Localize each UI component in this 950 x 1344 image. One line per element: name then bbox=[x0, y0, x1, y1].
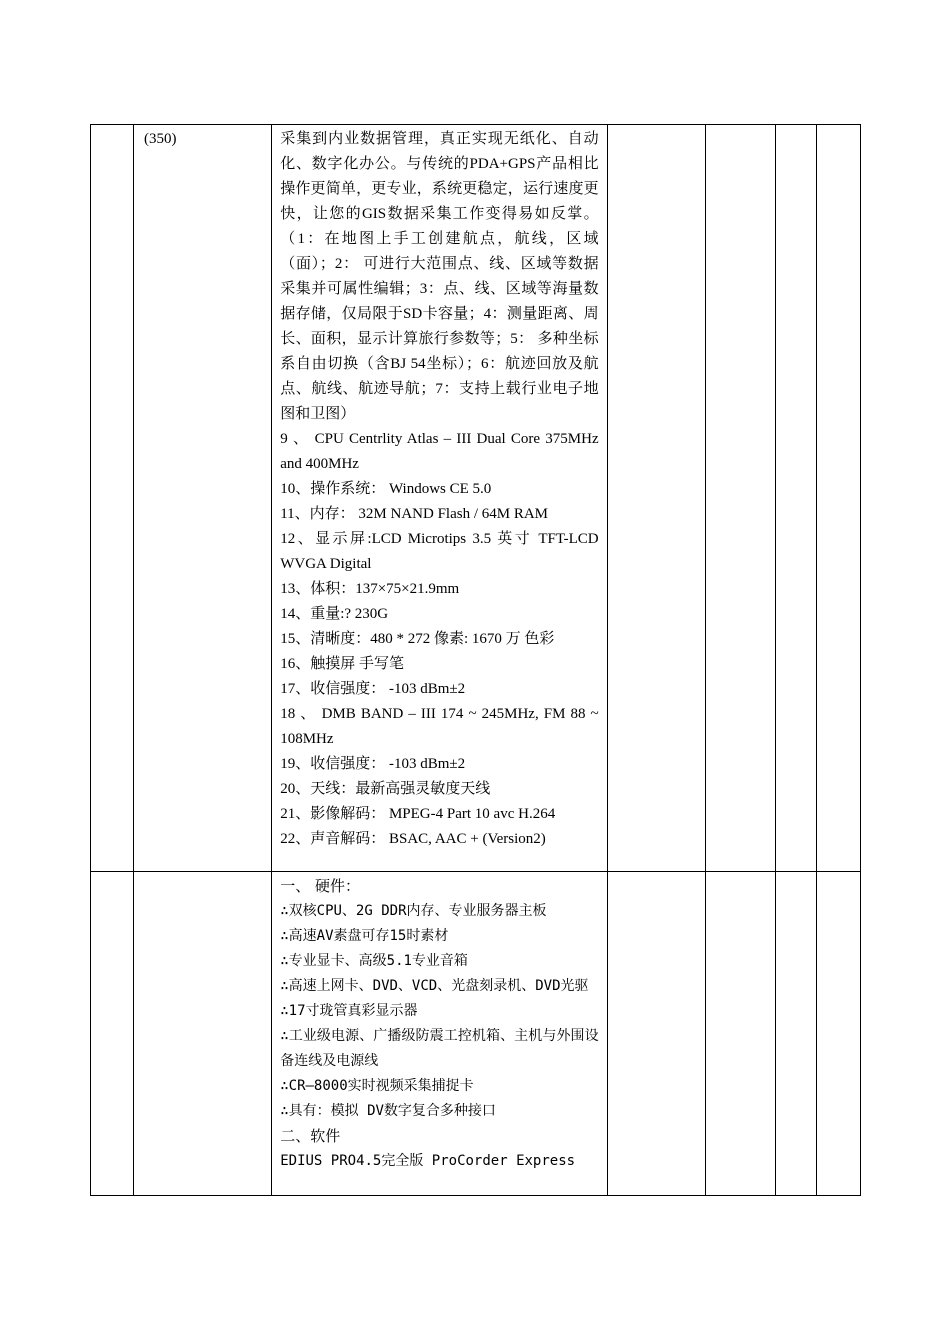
empty-cell bbox=[705, 125, 775, 872]
spec-table bbox=[90, 124, 861, 1196]
spec-line: ∴专业显卡、高级5.1专业音箱 bbox=[280, 953, 468, 969]
item-quantity: (350) bbox=[144, 131, 177, 147]
table-row bbox=[91, 125, 861, 872]
name-cell bbox=[134, 125, 272, 872]
spec-line: 22、声音解码： BSAC, AAC + (Version2) bbox=[280, 831, 546, 847]
spec-line: ∴双核CPU、2G DDR内存、专业服务器主板 bbox=[280, 903, 547, 919]
empty-cell bbox=[775, 125, 816, 872]
spec-line: ∴CR—8000实时视频采集捕捉卡 bbox=[280, 1078, 474, 1094]
spec-line: 9 、 CPU Centrlity Atlas – III Dual Core 375MHz and 400MHz bbox=[280, 431, 599, 472]
spec-text-block bbox=[272, 872, 606, 1174]
spec-line: ∴17寸珑管真彩显示器 bbox=[280, 1003, 418, 1019]
empty-cell bbox=[705, 872, 775, 1196]
spec-line: ∴高速上网卡、DVD、VCD、光盘刻录机、DVD光驱 bbox=[280, 978, 589, 994]
spec-line: 11、内存： 32M NAND Flash / 64M RAM bbox=[280, 506, 549, 522]
empty-cell bbox=[816, 125, 860, 872]
spec-line: ∴具有：模拟 DV数字复合多种接口 bbox=[280, 1103, 496, 1119]
empty-cell bbox=[816, 872, 860, 1196]
empty-cell bbox=[607, 125, 705, 872]
spec-line: 18 、 DMB BAND – III 174 ~ 245MHz, FM 88 ~ 108MHz bbox=[280, 706, 599, 747]
spec-line: 19、收信强度： -103 dBm±2 bbox=[280, 756, 466, 772]
spec-line: ∴工业级电源、广播级防震工控机箱、主机与外围设备连线及电源线 bbox=[280, 1028, 599, 1069]
spec-line: 13、体积：137×75×21.9mm bbox=[280, 581, 460, 597]
spec-heading: 一、 硬件： bbox=[280, 877, 360, 895]
spec-line: 14、重量:? 230G bbox=[280, 606, 389, 622]
spec-text-block bbox=[272, 125, 606, 852]
empty-cell bbox=[775, 872, 816, 1196]
table-row bbox=[91, 872, 861, 1196]
spec-line: 15、清晰度：480 * 272 像素: 1670 万 色彩 bbox=[280, 631, 555, 647]
spec-line: 10、操作系统： Windows CE 5.0 bbox=[280, 481, 492, 497]
spec-paragraph: 采集到内业数据管理，真正实现无纸化、自动化、数字化办公。与传统的PDA+GPS产品相比操作更简单，更专业，系统更稳定，运行速度更快，让您的GIS数据采集工作变得易如反掌。（1：在地图上手工创建航点，航线，区域（面）；2： 可进行大范围点、线、区域等数据采集并可属性编辑；3：点、线、区域等海量数据存储，仅局限于SD卡容量；4：测量距离、周长、面积，显示计算旅行参数等；5： 多种坐标系自由切换（含BJ 54坐标）；6：航迹回放及航点、航线、航迹导航；7：支持上载行业电子地图和卫图） bbox=[280, 131, 599, 422]
spec-line: 16、触摸屏 手写笔 bbox=[280, 656, 404, 672]
spec-line: 12、显示屏:LCD Microtips 3.5 英寸 TFT-LCD WVGA Digital bbox=[280, 531, 599, 572]
index-cell bbox=[91, 125, 134, 872]
spec-line: ∴高速AV素盘可存15时素材 bbox=[280, 928, 449, 944]
spec-line: 20、天线：最新高强灵敏度天线 bbox=[280, 781, 491, 797]
name-cell bbox=[134, 872, 272, 1196]
spec-line: 21、影像解码： MPEG-4 Part 10 avc H.264 bbox=[280, 806, 556, 822]
empty-cell bbox=[607, 872, 705, 1196]
spec-cell bbox=[272, 125, 607, 872]
spec-line: 17、收信强度： -103 dBm±2 bbox=[280, 681, 466, 697]
index-cell bbox=[91, 872, 134, 1196]
spec-heading: 二、软件 bbox=[280, 1127, 341, 1145]
spec-cell bbox=[272, 872, 607, 1196]
spec-line: EDIUS PRO4.5完全版 ProCorder Express bbox=[280, 1153, 576, 1169]
